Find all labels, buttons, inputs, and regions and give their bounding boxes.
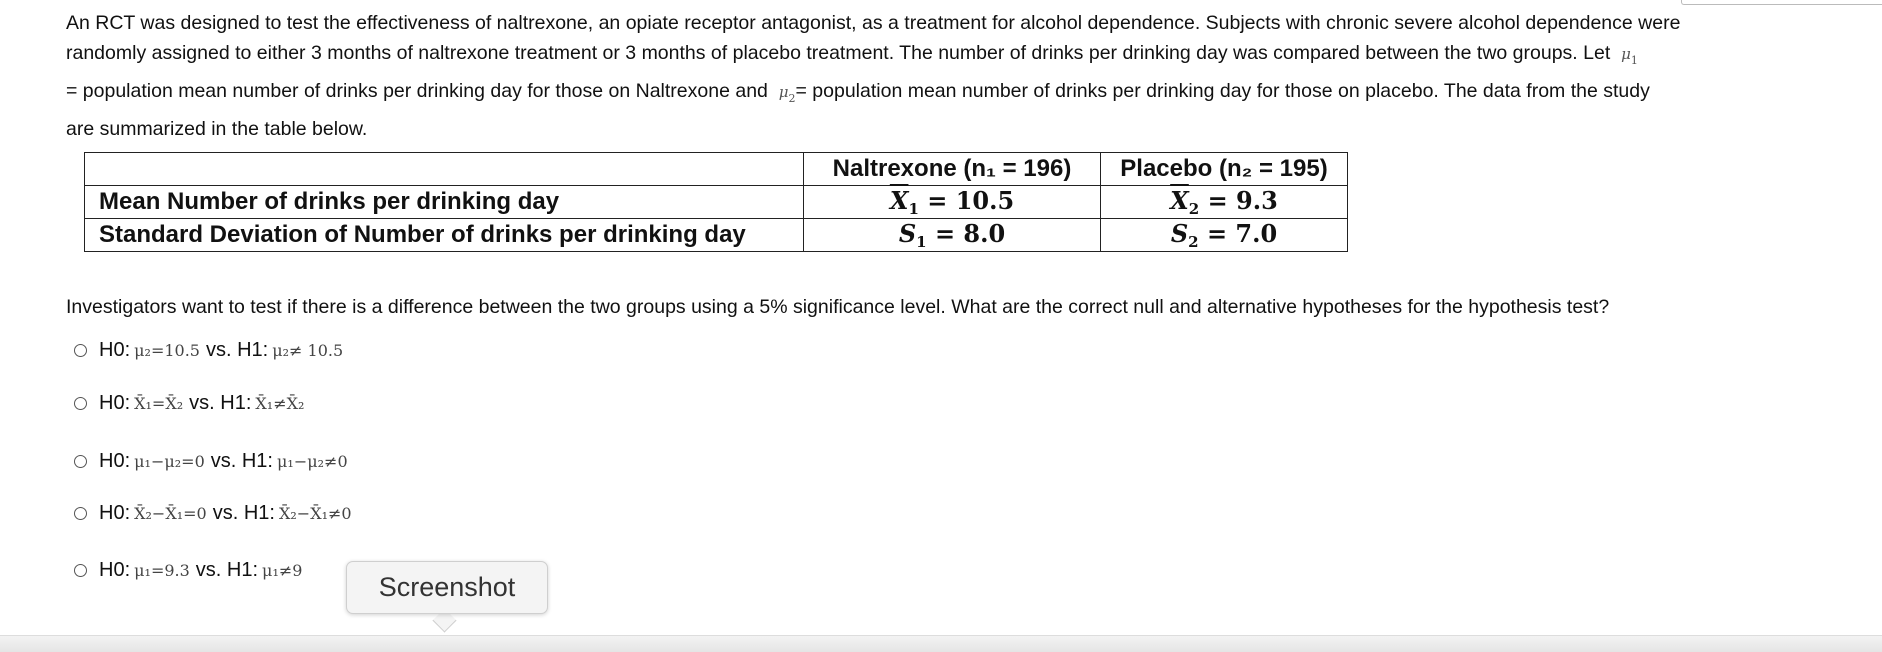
table-header-row: [85, 153, 1348, 186]
option-5[interactable]: [74, 553, 308, 587]
table-row: [85, 219, 1348, 252]
radio-button[interactable]: [74, 344, 87, 357]
question-text: Investigators want to test if there is a difference between the two groups using a 5% significance level. What are the correct null and alternative hypotheses for the hypothesis test?: [66, 296, 1610, 318]
vs-h1-label: vs. H1:: [189, 391, 252, 414]
col-header-placebo: Placebo (n₂ = 195): [1101, 153, 1348, 186]
col-header-naltrexone: Naltrexone (n₁ = 196): [804, 153, 1101, 186]
radio-button[interactable]: [74, 564, 87, 577]
h1-expression: μ₁−μ₂≠0: [277, 451, 348, 471]
table-row: [85, 186, 1348, 219]
h0-label: H0:: [99, 338, 131, 361]
naltrexone-mean: $\overline{X}_1 = 10.5$: [804, 186, 1101, 219]
prompt-line-3: = population mean number of drinks per drinking day for those on Naltrexone and $\mu_2=$ population mean number of drinks per drinking day for those on placebo. The data from the study: [66, 80, 1650, 105]
radio-button[interactable]: [74, 455, 87, 468]
option-4[interactable]: [74, 496, 358, 530]
screenshot-tooltip: Screenshot: [346, 561, 548, 614]
h0-label: H0:: [99, 449, 131, 472]
h0-expression: μ₁−μ₂=0: [134, 451, 205, 471]
h0-expression: X̄₂−X̄₁=0: [134, 503, 207, 523]
h0-expression: μ₂=10.5: [134, 340, 200, 360]
bottom-bar: [0, 635, 1882, 652]
h1-expression: μ₂≠ 10.5: [272, 340, 344, 360]
vs-h1-label: vs. H1:: [212, 501, 275, 524]
row-label-sd: Standard Deviation of Number of drinks per drinking day: [85, 219, 804, 252]
option-3[interactable]: [74, 444, 354, 478]
prompt-line-2: randomly assigned to either 3 months of naltrexone treatment or 3 months of placebo treatment. The number of drinks per drinking day was compared between the two groups. Let $\mu_1$: [66, 42, 1638, 67]
problem-statement: [66, 8, 1866, 144]
option-1[interactable]: [74, 333, 349, 367]
prompt-line-4: are summarized in the table below.: [66, 118, 368, 140]
vs-h1-label: vs. H1:: [205, 338, 269, 361]
mu1-symbol: $\mu_1$: [1621, 45, 1638, 67]
h1-expression: X̄₁≠X̄₂: [255, 393, 305, 413]
h1-expression: μ₁≠9: [262, 560, 303, 580]
h0-label: H0:: [99, 558, 131, 581]
table-header-empty: [85, 153, 804, 186]
mu2-symbol: $\mu_2$: [778, 83, 796, 105]
radio-button[interactable]: [74, 507, 87, 520]
h0-expression: μ₁=9.3: [134, 560, 190, 580]
vs-h1-label: vs. H1:: [210, 449, 273, 472]
h1-expression: X̄₂−X̄₁≠0: [278, 503, 352, 523]
placebo-mean: $\overline{X}_2 = 9.3$: [1101, 186, 1348, 219]
radio-button[interactable]: [74, 397, 87, 410]
summary-table: [84, 152, 1348, 252]
h0-expression: X̄₁=X̄₂: [134, 393, 184, 413]
corner-frame: [1681, 0, 1882, 5]
row-label-mean: Mean Number of drinks per drinking day: [85, 186, 804, 219]
naltrexone-sd: $S_1 = 8.0$: [804, 219, 1101, 252]
prompt-line-1: An RCT was designed to test the effectiveness of naltrexone, an opiate receptor antagonist, as a treatment for alcohol dependence. Subjects with chronic severe alcohol dependence were: [66, 12, 1681, 34]
option-2[interactable]: [74, 386, 310, 420]
h0-label: H0:: [99, 501, 131, 524]
h0-label: H0:: [99, 391, 131, 414]
placebo-sd: $S_2 = 7.0$: [1101, 219, 1348, 252]
vs-h1-label: vs. H1:: [195, 558, 259, 581]
